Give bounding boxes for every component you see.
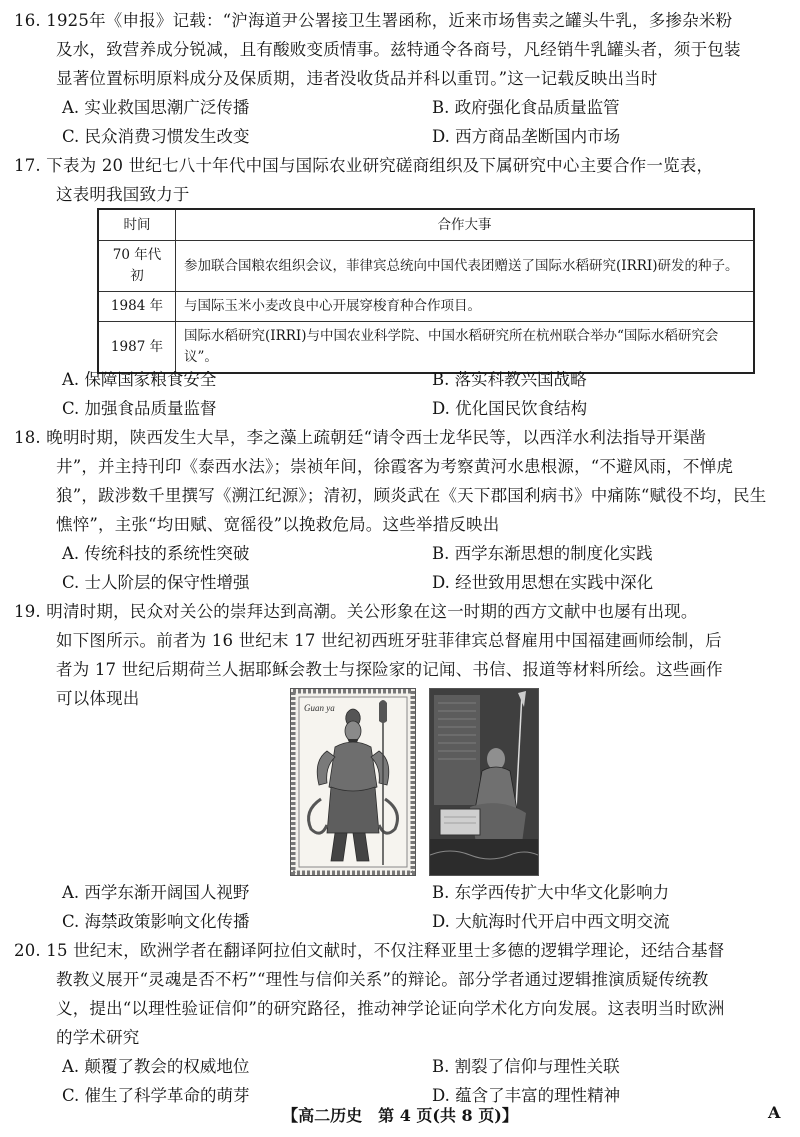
table-cell-time: 1987 年 <box>98 322 176 374</box>
question-19-options-row-2 <box>14 907 784 936</box>
question-20-option-a[interactable]: A. 颠覆了教会的权威地位 <box>62 1057 250 1076</box>
cooperation-table <box>97 208 755 374</box>
question-18-line-4: 憔悴”，主张“均田赋、宽徭役”以挽救危局。这些举措反映出 <box>56 515 500 534</box>
question-17-line-1: 17. 下表为 20 世纪七八十年代中国与国际农业研究磋商组织及下属研究中心主要合作一览表， <box>14 156 714 175</box>
question-17-option-b[interactable]: B. 落实科教兴国战略 <box>432 370 587 389</box>
question-19-option-b[interactable]: B. 东学西传扩大中华文化影响力 <box>432 883 670 902</box>
question-19-options <box>14 878 784 936</box>
question-18-options-row-2 <box>14 568 784 597</box>
footer-page-label: 【高二历史 第 4 页(共 8 页)】 <box>282 1106 518 1125</box>
question-20 <box>14 936 784 1110</box>
question-19-option-c[interactable]: C. 海禁政策影响文化传播 <box>62 912 250 931</box>
guan-yu-chinese-painting-figure <box>290 688 416 876</box>
table-header-row <box>98 209 754 241</box>
question-20-line-3: 义，提出“以理性验证信仰”的研究路径，推动神学论证向学术化方向发展。这表明当时欧洲 <box>56 999 725 1018</box>
table-row <box>98 241 754 292</box>
guan-yu-dutch-engraving-figure <box>429 688 539 876</box>
question-17-options <box>14 365 784 423</box>
table-header-event: 合作大事 <box>176 209 755 241</box>
question-17-options-row-2 <box>14 394 784 423</box>
question-16-option-a[interactable]: A. 实业救国思潮广泛传播 <box>62 98 250 117</box>
footer-version-label: A <box>768 1103 781 1122</box>
guan-yu-figure-illustration <box>291 689 415 875</box>
question-20-options-row-1 <box>14 1052 784 1081</box>
table-cell-event: 国际水稻研究(IRRI)与中国农业科学院、中国水稻研究所在杭州联合举办“国际水稻研究会议”。 <box>176 322 755 374</box>
question-17-option-c[interactable]: C. 加强食品质量监督 <box>62 399 217 418</box>
table-cell-event: 参加联合国粮农组织会议，菲律宾总统向中国代表团赠送了国际水稻研究(IRRI)研发的种子。 <box>176 241 755 292</box>
question-18 <box>14 423 784 597</box>
question-19-line-1: 19. 明清时期，民众对关公的崇拜达到高潮。关公形象在这一时期的西方文献中也屡有出现。 <box>14 602 698 621</box>
question-16-option-b[interactable]: B. 政府强化食品质量监管 <box>432 98 620 117</box>
question-19-figures <box>0 688 800 878</box>
question-19-option-a[interactable]: A. 西学东渐开阔国人视野 <box>62 883 250 902</box>
question-19-line-3: 者为 17 世纪后期荷兰人据耶稣会教士与探险家的记闻、书信、报道等材料所绘。这些画作 <box>56 660 723 679</box>
question-17-line-2: 这表明我国致力于 <box>56 185 190 204</box>
table-cell-event: 与国际玉米小麦改良中心开展穿梭育种合作项目。 <box>176 292 755 322</box>
question-16 <box>14 6 784 151</box>
table-header-time: 时间 <box>98 209 176 241</box>
question-18-option-c[interactable]: C. 士人阶层的保守性增强 <box>62 573 250 592</box>
question-17-options-row-1 <box>14 365 784 394</box>
question-16-options-row-1 <box>14 93 784 122</box>
question-17-option-a[interactable]: A. 保障国家粮食安全 <box>62 370 217 389</box>
question-18-option-b[interactable]: B. 西学东渐思想的制度化实践 <box>432 544 653 563</box>
question-16-line-2: 及水，致营养成分锐减，且有酸败变质情事。兹特通令各商号，凡经销牛乳罐头者，须于包装 <box>56 40 741 59</box>
question-18-line-2: 井”，并主持刊印《泰西水法》；崇祯年间，徐霞客为考察黄河水患根源，“不避风雨，不惮虎 <box>56 457 734 476</box>
question-20-option-b[interactable]: B. 割裂了信仰与理性关联 <box>432 1057 620 1076</box>
question-20-option-c[interactable]: C. 催生了科学革命的萌芽 <box>62 1086 250 1105</box>
question-18-options-row-1 <box>14 539 784 568</box>
question-18-option-a[interactable]: A. 传统科技的系统性突破 <box>62 544 250 563</box>
question-19-options-row-1 <box>14 878 784 907</box>
figure-caption-text: Guan ya <box>304 703 335 713</box>
question-20-line-2: 教教义展开“灵魂是否不朽”“理性与信仰关系”的辩论。部分学者通过逻辑推演质疑传统教 <box>56 970 709 989</box>
question-16-line-3: 显著位置标明原料成分及保质期，违者没收货品并科以重罚。”这一记载反映出当时 <box>56 69 658 88</box>
page-footer <box>0 1103 800 1129</box>
question-19-option-d[interactable]: D. 大航海时代开启中西文明交流 <box>432 912 670 931</box>
question-19-line-2: 如下图所示。前者为 16 世纪末 17 世纪初西班牙驻菲律宾总督雇用中国福建画师绘制，后 <box>56 631 722 650</box>
question-20-option-d[interactable]: D. 蕴含了丰富的理性精神 <box>432 1086 621 1105</box>
question-17-option-d[interactable]: D. 优化国民饮食结构 <box>432 399 588 418</box>
question-18-option-d[interactable]: D. 经世致用思想在实践中深化 <box>432 573 654 592</box>
question-16-option-c[interactable]: C. 民众消费习惯发生改变 <box>62 127 250 146</box>
question-16-options-row-2 <box>14 122 784 151</box>
dutch-engraving-illustration <box>430 689 538 875</box>
table-row <box>98 292 754 322</box>
question-16-line-1: 16. 1925年《申报》记载：“沪海道尹公署接卫生署函称，近来市场售卖之罐头牛乳，多掺杂米粉 <box>14 11 733 30</box>
question-20-line-4: 的学术研究 <box>56 1028 140 1047</box>
question-18-line-1: 18. 晚明时期，陕西发生大旱，李之藻上疏朝廷“请令西士龙华民等，以西洋水利法指导开渠凿 <box>14 428 707 447</box>
question-17 <box>14 151 784 209</box>
question-18-line-3: 狼”，跋涉数千里撰写《溯江纪源》；清初，顾炎武在《天下郡国利病书》中痛陈“赋役不均，民生 <box>56 486 767 505</box>
question-20-line-1: 20. 15 世纪末，欧洲学者在翻译阿拉伯文献时，不仅注释亚里士多德的逻辑学理论，还结合基督 <box>14 941 725 960</box>
table-cell-time: 70 年代初 <box>98 241 176 292</box>
table-cell-time: 1984 年 <box>98 292 176 322</box>
question-16-option-d[interactable]: D. 西方商品垄断国内市场 <box>432 127 621 146</box>
question-19-line-4: 可以体现出 <box>56 689 140 708</box>
